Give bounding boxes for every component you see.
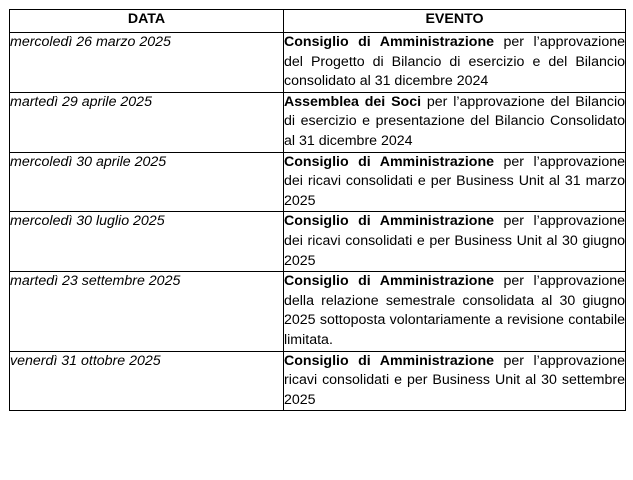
row-event [284, 92, 626, 152]
table-row [10, 92, 626, 152]
table-row [10, 33, 626, 93]
row-date: mercoledì 30 luglio 2025 [10, 212, 284, 272]
row-date: martedì 23 settembre 2025 [10, 272, 284, 351]
table-row [10, 212, 626, 272]
row-date: mercoledì 30 aprile 2025 [10, 152, 284, 212]
row-event [284, 351, 626, 411]
event-purpose: per l’approvazione dei ricavi consolidati e per Business Unit al 30 giugno 2025 [284, 213, 625, 269]
financial-calendar-table [9, 9, 626, 411]
table-row [10, 351, 626, 411]
header-row [10, 10, 626, 33]
row-event [284, 33, 626, 93]
table-row [10, 272, 626, 351]
event-organ: Consiglio di Amministrazione [284, 153, 495, 170]
event-organ: Assemblea dei Soci [284, 93, 422, 110]
event-purpose: per l’approvazione dei ricavi consolidati e per Business Unit al 31 marzo 2025 [284, 153, 625, 209]
event-organ: Consiglio di Amministrazione [284, 273, 495, 290]
row-date: venerdì 31 ottobre 2025 [10, 351, 284, 411]
row-date: martedì 29 aprile 2025 [10, 92, 284, 152]
event-purpose: per l’approvazione della relazione semestrale consolidata al 30 giugno 2025 sottoposta volontariamente a revisione contabile limitata. [284, 273, 625, 348]
event-purpose: per l’approvazione ricavi consolidati e per Business Unit al 30 settembre 2025 [284, 352, 625, 408]
event-column-header: EVENTO [284, 10, 626, 33]
table-row [10, 152, 626, 212]
row-date: mercoledì 26 marzo 2025 [10, 33, 284, 93]
event-purpose: per l’approvazione del Progetto di Bilancio di esercizio e del Bilancio consolidato al 31 dicembre 2024 [284, 34, 625, 90]
event-purpose: per l’approvazione del Bilancio di esercizio e presentazione del Bilancio Consolidato al 31 dicembre 2024 [284, 93, 625, 149]
event-organ: Consiglio di Amministrazione [284, 34, 495, 50]
event-organ: Consiglio di Amministrazione [284, 352, 495, 369]
event-organ: Consiglio di Amministrazione [284, 213, 495, 230]
row-event [284, 212, 626, 272]
row-event [284, 152, 626, 212]
row-event [284, 272, 626, 351]
date-column-header: DATA [10, 10, 284, 33]
